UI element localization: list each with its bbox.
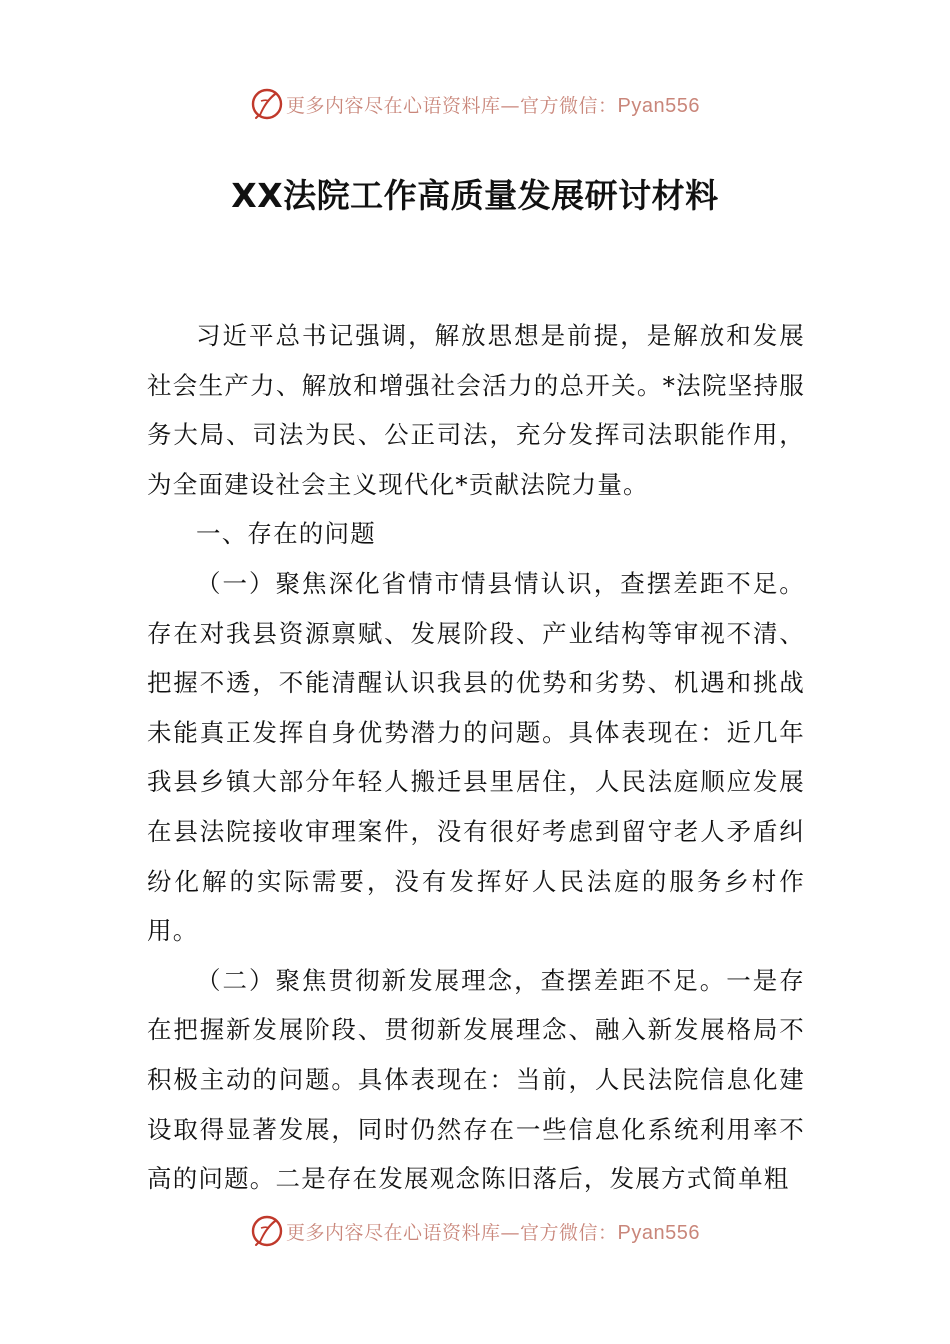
watermark-slogan: 更多内容尽在心语资料库—官方微信： <box>286 94 618 117</box>
watermark-text <box>286 91 700 118</box>
watermark-slogan: 更多内容尽在心语资料库—官方微信： <box>286 1221 618 1244</box>
watermark-wechat-id: Pyan556 <box>617 94 700 117</box>
body-paragraph: （二）聚焦贯彻新发展理念，查摆差距不足。一是存在把握新发展阶段、贯彻新发展理念、融入新发展格局不积极主动的问题。具体表现在：当前，人民法院信息化建设取得显著发展，同时仍然存在一些信息化系统利用率不高的问题。二是存在发展观念陈旧落后，发展方式简单粗 <box>147 965 805 1194</box>
header-watermark <box>0 84 950 124</box>
body-paragraph: （一）聚焦深化省情市情县情认识，查摆差距不足。存在对我县资源禀赋、发展阶段、产业结构等审视不清、把握不透，不能清醒认识我县的优势和劣势、机遇和挑战未能真正发挥自身优势潜力的问题。具体表现在：近几年我县乡镇大部分年轻人搬迁县里居住，人民法庭顺应发展在县法院接收审理案件，没有很好考虑到留守老人矛盾纠纷化解的实际需要，没有发挥好人民法庭的服务乡村作用。 <box>147 568 805 946</box>
quill-logo-icon <box>250 1214 284 1248</box>
watermark-wechat-id: Pyan556 <box>617 1221 700 1244</box>
footer-watermark <box>0 1211 950 1251</box>
section-heading: 一、存在的问题 <box>196 519 376 549</box>
intro-paragraph: 习近平总书记强调，解放思想是前提，是解放和发展社会生产力、解放和增强社会活力的总开关。*法院坚持服务大局、司法为民、公正司法，充分发挥司法职能作用，为全面建设社会主义现代化*贡献法院力量。 <box>147 321 805 499</box>
document-title: XX法院工作高质量发展研讨材料 <box>231 176 719 215</box>
watermark-text <box>286 1218 700 1245</box>
document-body <box>147 311 805 1204</box>
quill-logo-icon <box>250 87 284 121</box>
